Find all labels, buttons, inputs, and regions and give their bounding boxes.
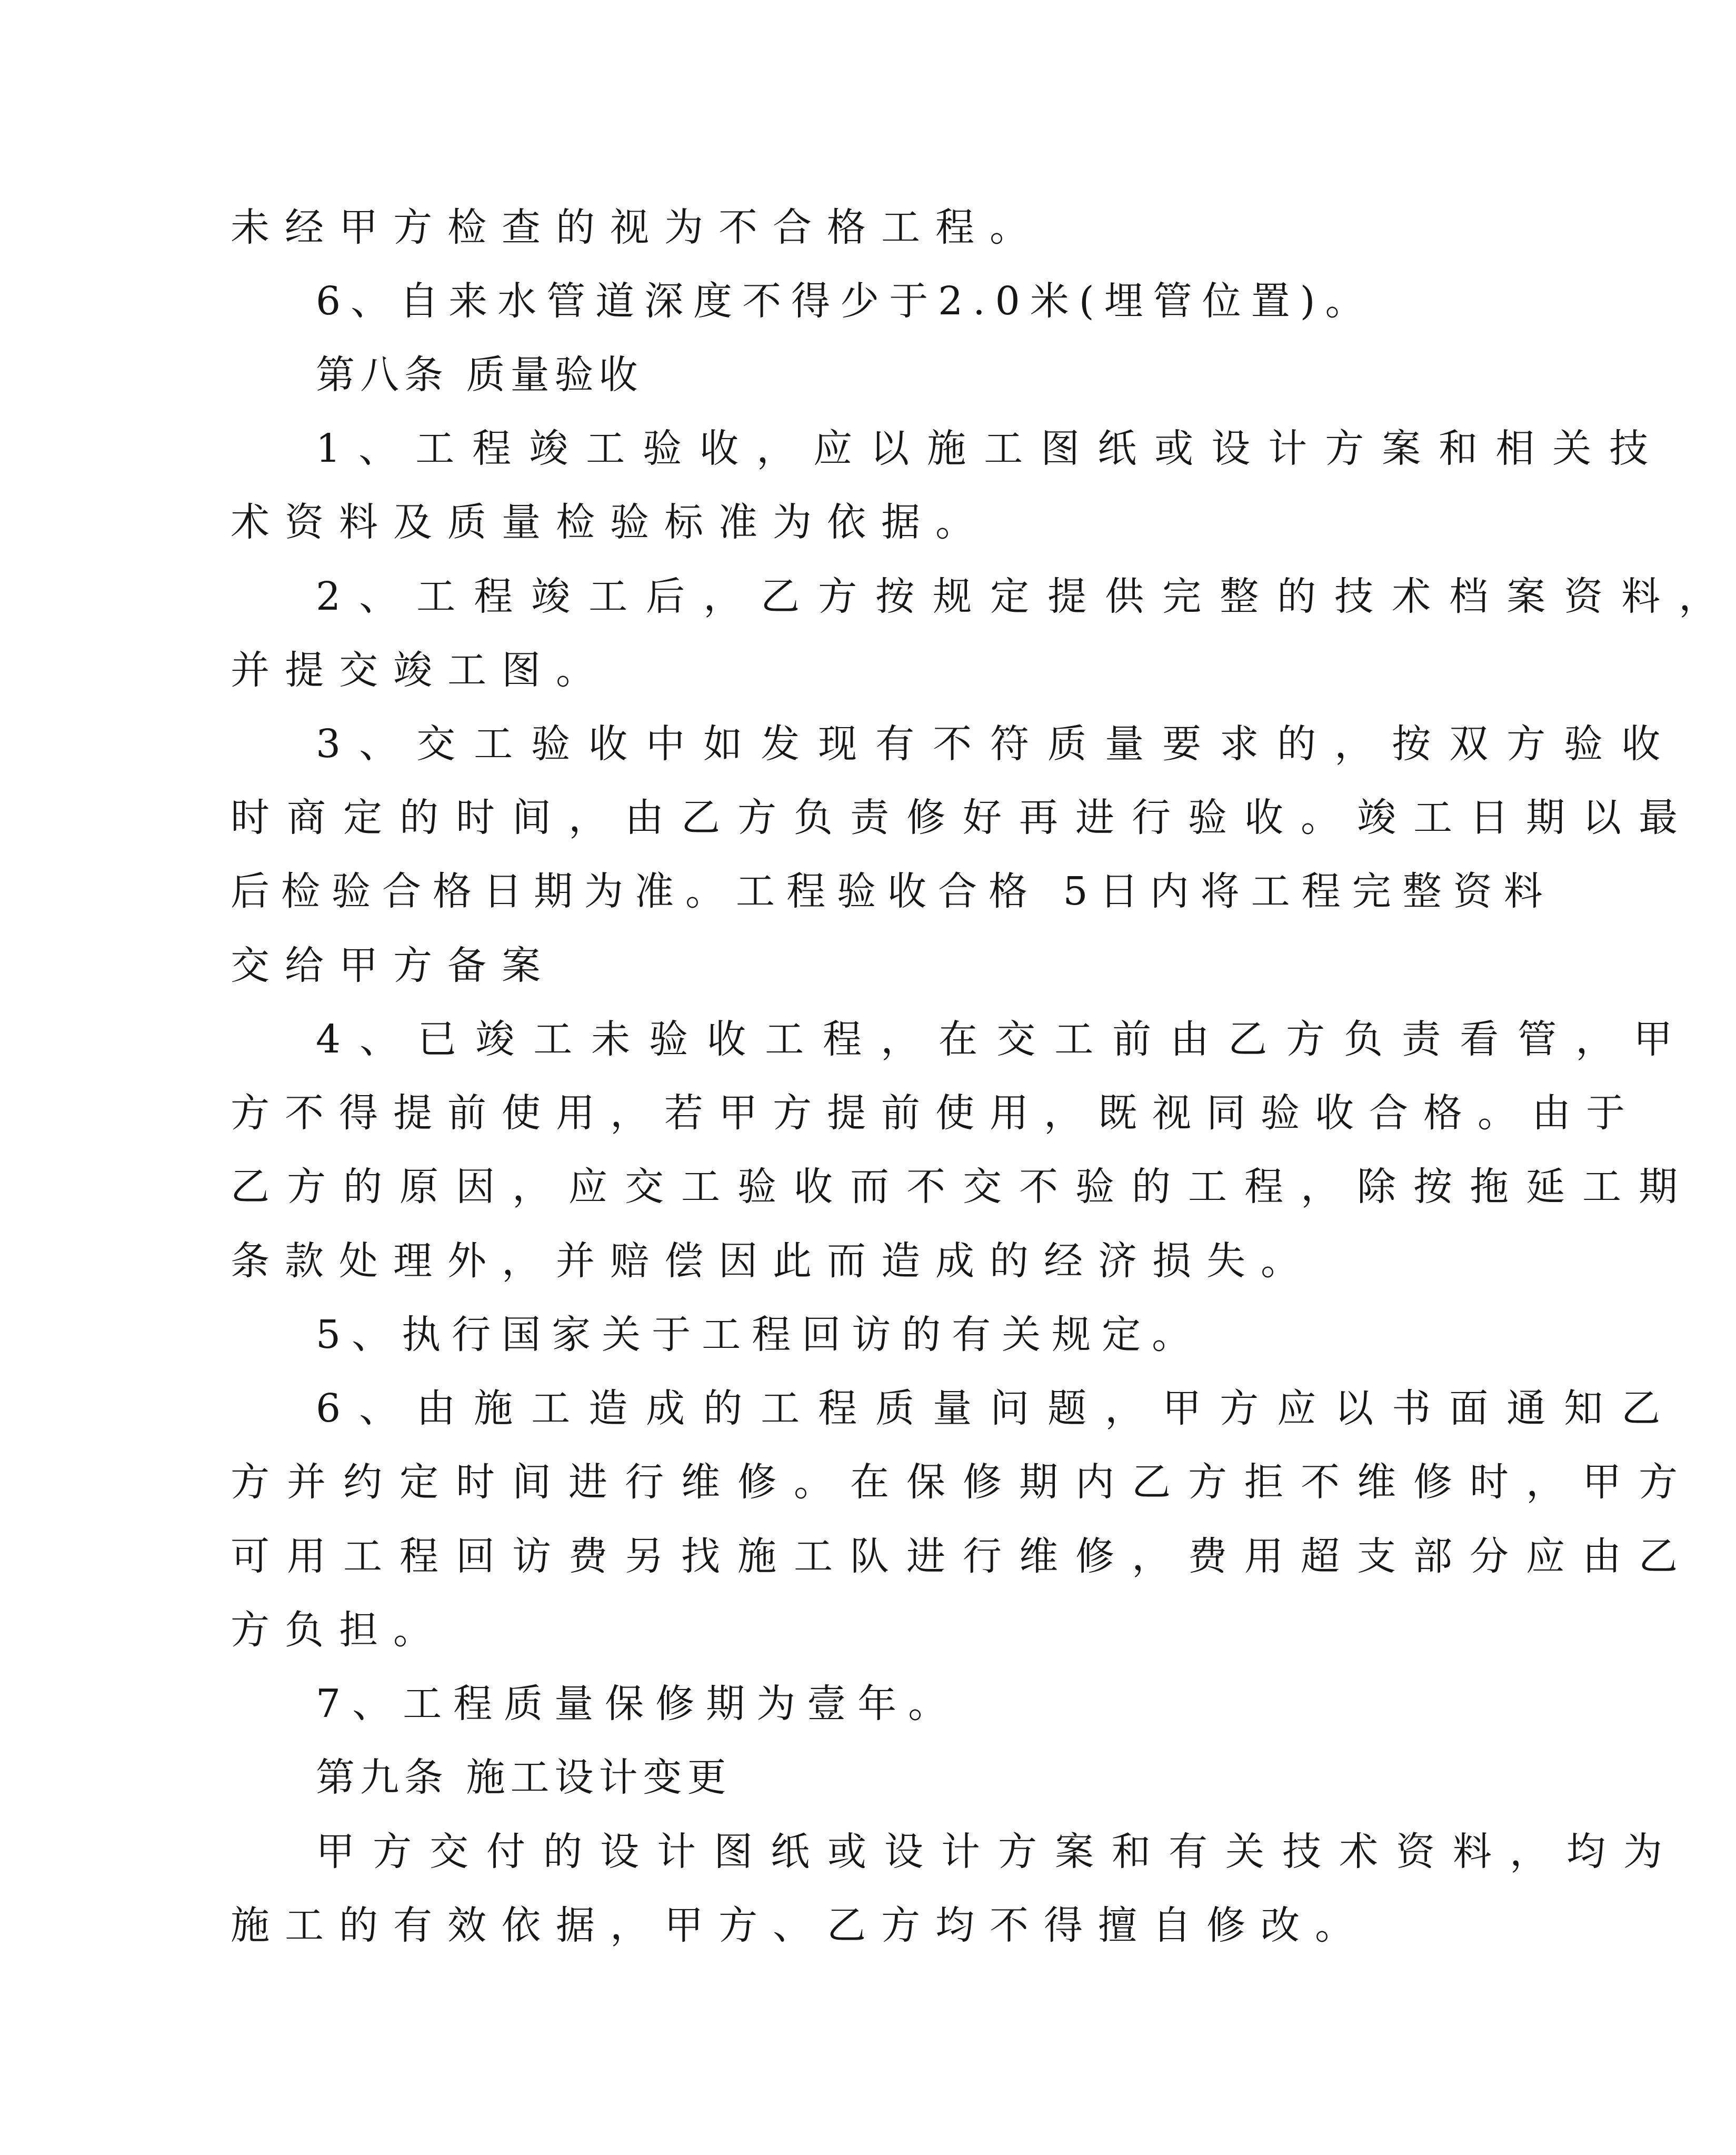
body-text-line: 时商定的时间，由乙方负责修好再进行验收。竣工日期以最 [231, 795, 1695, 840]
body-text-line: 未经甲方检查的视为不合格工程。 [231, 205, 1044, 250]
body-text-line: 施工的有效依据，甲方、乙方均不得擅自修改。 [231, 1903, 1369, 1948]
body-text-line: 条款处理外，并赔偿因此而造成的经济损失。 [231, 1238, 1315, 1284]
body-text-line: 方负担。 [231, 1607, 447, 1653]
body-text-line: 术资料及质量检验标准为依据。 [231, 500, 990, 545]
body-text-line: 可用工程回访费另找施工队进行维修，费用超支部分应由乙 [231, 1534, 1695, 1579]
body-text-line: 6、由施工造成的工程质量问题，甲方应以书面通知乙 [316, 1386, 1679, 1431]
body-text-line: 1、工程竣工验收，应以施工图纸或设计方案和相关技 [316, 426, 1667, 471]
body-text-line: 2、工程竣工后，乙方按规定提供完整的技术档案资料， [316, 574, 1736, 619]
body-text-line: 方并约定时间进行维修。在保修期内乙方拒不维修时，甲方 [231, 1459, 1695, 1505]
body-text-line: 并提交竣工图。 [231, 648, 610, 693]
body-text-line: 甲方交付的设计图纸或设计方案和有关技术资料，均为 [316, 1829, 1680, 1874]
body-text-line: 6、自来水管道深度不得少于2.0米(埋管位置)。 [316, 279, 1374, 324]
body-text-line: 交给甲方备案 [231, 943, 556, 988]
body-text-line: 5、执行国家关于工程回访的有关规定。 [316, 1312, 1202, 1357]
body-text-line: 方不得提前使用，若甲方提前使用，既视同验收合格。由于 [231, 1090, 1640, 1136]
section-heading: 第八条 质量验收 [316, 352, 643, 398]
body-text-line: 3、交工验收中如发现有不符质量要求的，按双方验收 [316, 721, 1679, 767]
body-text-line: 乙方的原因，应交工验收而不交不验的工程，除按拖延工期 [231, 1164, 1695, 1209]
body-text-line: 后检验合格日期为准。工程验收合格 5日内将工程完整资料 [231, 869, 1554, 914]
body-text-line: 4、已竣工未验收工程，在交工前由乙方负责看管，甲 [316, 1017, 1692, 1062]
body-text-line: 7、工程质量保修期为壹年。 [316, 1681, 959, 1726]
section-heading: 第九条 施工设计变更 [316, 1755, 732, 1800]
